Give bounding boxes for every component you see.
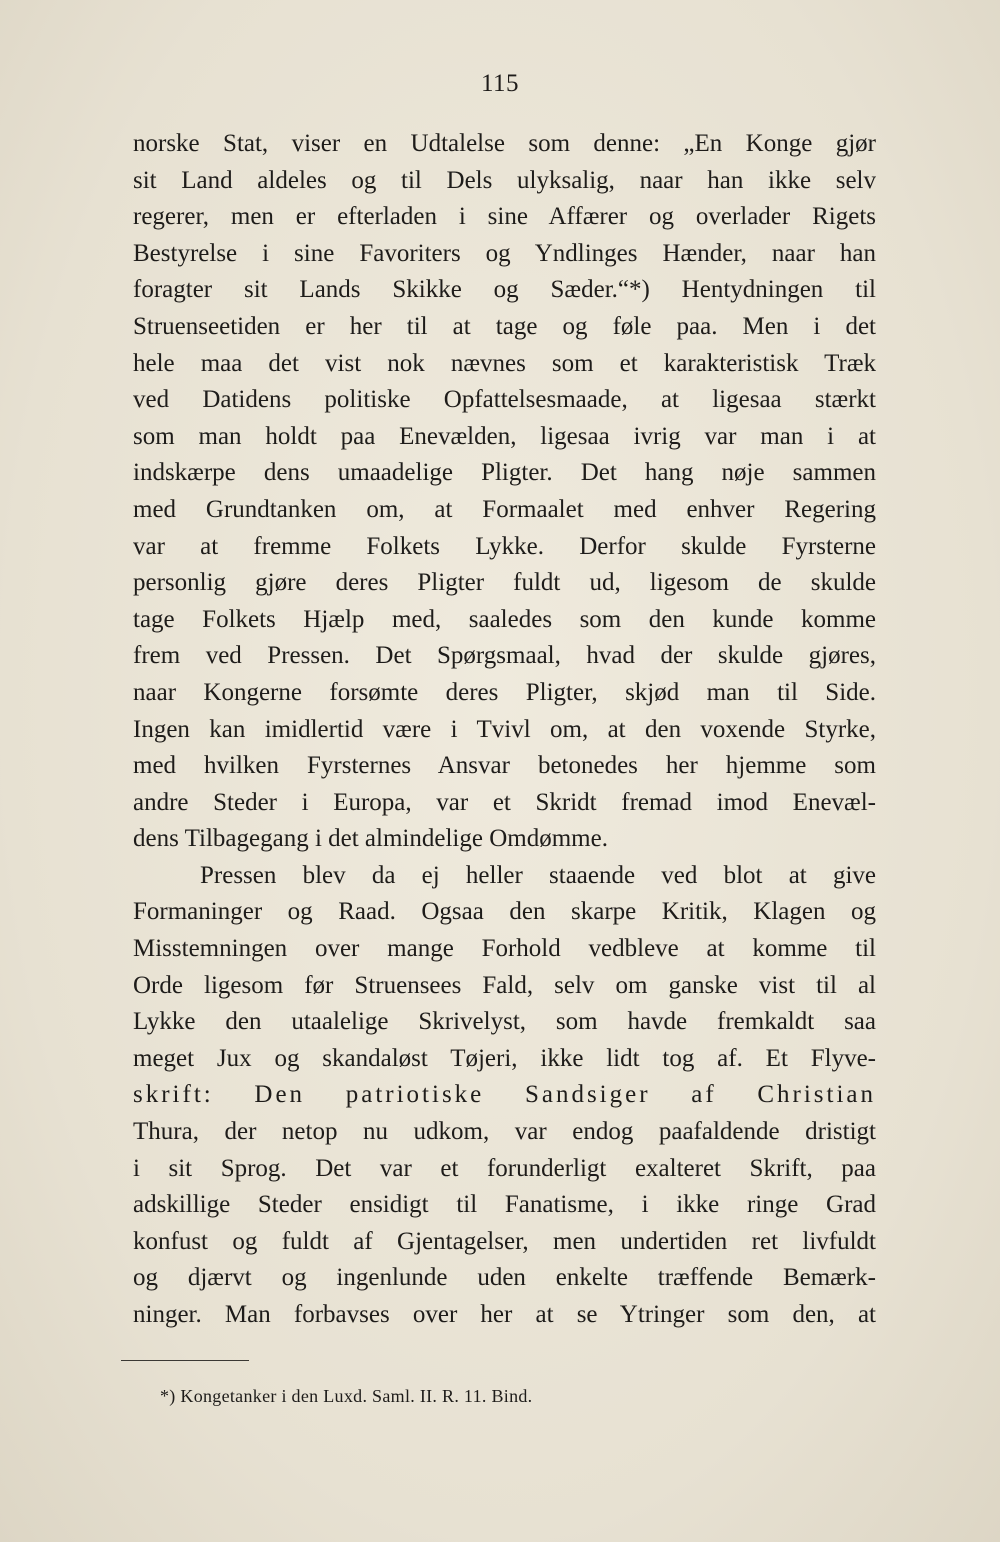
text-line: Ingen kan imidlertid være i Tvivl om, at den voxende Styrke, (133, 715, 876, 743)
text-line: Formaninger og Raad. Ogsaa den skarpe Kritik, Klagen og (133, 898, 876, 926)
text-line: sit Land aldeles og til Dels ulyksalig, naar han ikke selv (133, 166, 876, 194)
text-line: frem ved Pressen. Det Spørgsmaal, hvad der skulde gjøres, (133, 642, 876, 670)
text-line: og djærvt og ingenlunde uden enkelte træffende Bemærk- (133, 1264, 876, 1292)
text-line: naar Kongerne forsømte deres Pligter, skjød man til Side. (133, 678, 876, 706)
text-line: Bestyrelse i sine Favoriters og Yndlinges Hænder, naar han (133, 239, 876, 267)
text-line: norske Stat, viser en Udtalelse som denne: „En Konge gjør (133, 130, 876, 157)
text-line: ved Datidens politiske Opfattelsesmaade, at ligesaa stærkt (133, 386, 876, 414)
text-line: andre Steder i Europa, var et Skridt fremad imod Enevæl- (133, 788, 876, 816)
text-line: med Grundtanken om, at Formaalet med enhver Regering (133, 495, 876, 523)
text-line: Lykke den utaalelige Skrivelyst, som havde fremkaldt saa (133, 1008, 876, 1036)
text-line: Orde ligesom før Struensees Fald, selv om ganske vist til al (133, 971, 876, 999)
body-text (133, 126, 876, 1334)
text-line: i sit Sprog. Det var et forunderligt exalteret Skrift, paa (133, 1154, 876, 1182)
paragraph-first-line: Pressen blev da ej heller staaende ved blot at give (200, 861, 876, 889)
text-line: med hvilken Fyrsternes Ansvar betonedes her hjemme som (133, 752, 876, 780)
text-line: ninger. Man forbavses over her at se Ytringer som den, at (133, 1301, 876, 1328)
text-line: personlig gjøre deres Pligter fuldt ud, ligesom de skulde (133, 569, 876, 597)
text-line: foragter sit Lands Skikke og Sæder.“*) Hentydningen til (133, 276, 876, 304)
text-line: hele maa det vist nok nævnes som et karakteristisk Træk (133, 349, 876, 377)
text-line: Struenseetiden er her til at tage og føle paa. Men i det (133, 312, 876, 340)
text-line: skrift: Den patriotiske Sandsiger af Christian (133, 1081, 876, 1109)
text-line: Misstemningen over mange Forhold vedbleve at komme til (133, 935, 876, 963)
text-line: som man holdt paa Enevælden, ligesaa ivrig var man i at (133, 422, 876, 450)
page-number: 115 (480, 70, 520, 97)
footnote-divider (121, 1360, 249, 1361)
text-line: Thura, der netop nu udkom, var endog paafaldende dristigt (133, 1118, 876, 1146)
footnote: *) Kongetanker i den Luxd. Saml. II. R. 11. Bind. (160, 1386, 533, 1406)
text-line: adskillige Steder ensidigt til Fanatisme, i ikke ringe Grad (133, 1191, 876, 1219)
text-line: var at fremme Folkets Lykke. Derfor skulde Fyrsterne (133, 532, 876, 560)
text-line: konfust og fuldt af Gjentagelser, men undertiden ret livfuldt (133, 1227, 876, 1255)
text-line: indskærpe dens umaadelige Pligter. Det hang nøje sammen (133, 459, 876, 487)
text-line: regerer, men er efterladen i sine Affærer og overlader Rigets (133, 203, 876, 231)
text-line: meget Jux og skandaløst Tøjeri, ikke lidt tog af. Et Flyve- (133, 1044, 876, 1072)
text-line: tage Folkets Hjælp med, saaledes som den kunde komme (133, 605, 876, 633)
paragraph-last-line: dens Tilbagegang i det almindelige Omdømme. (133, 825, 608, 853)
